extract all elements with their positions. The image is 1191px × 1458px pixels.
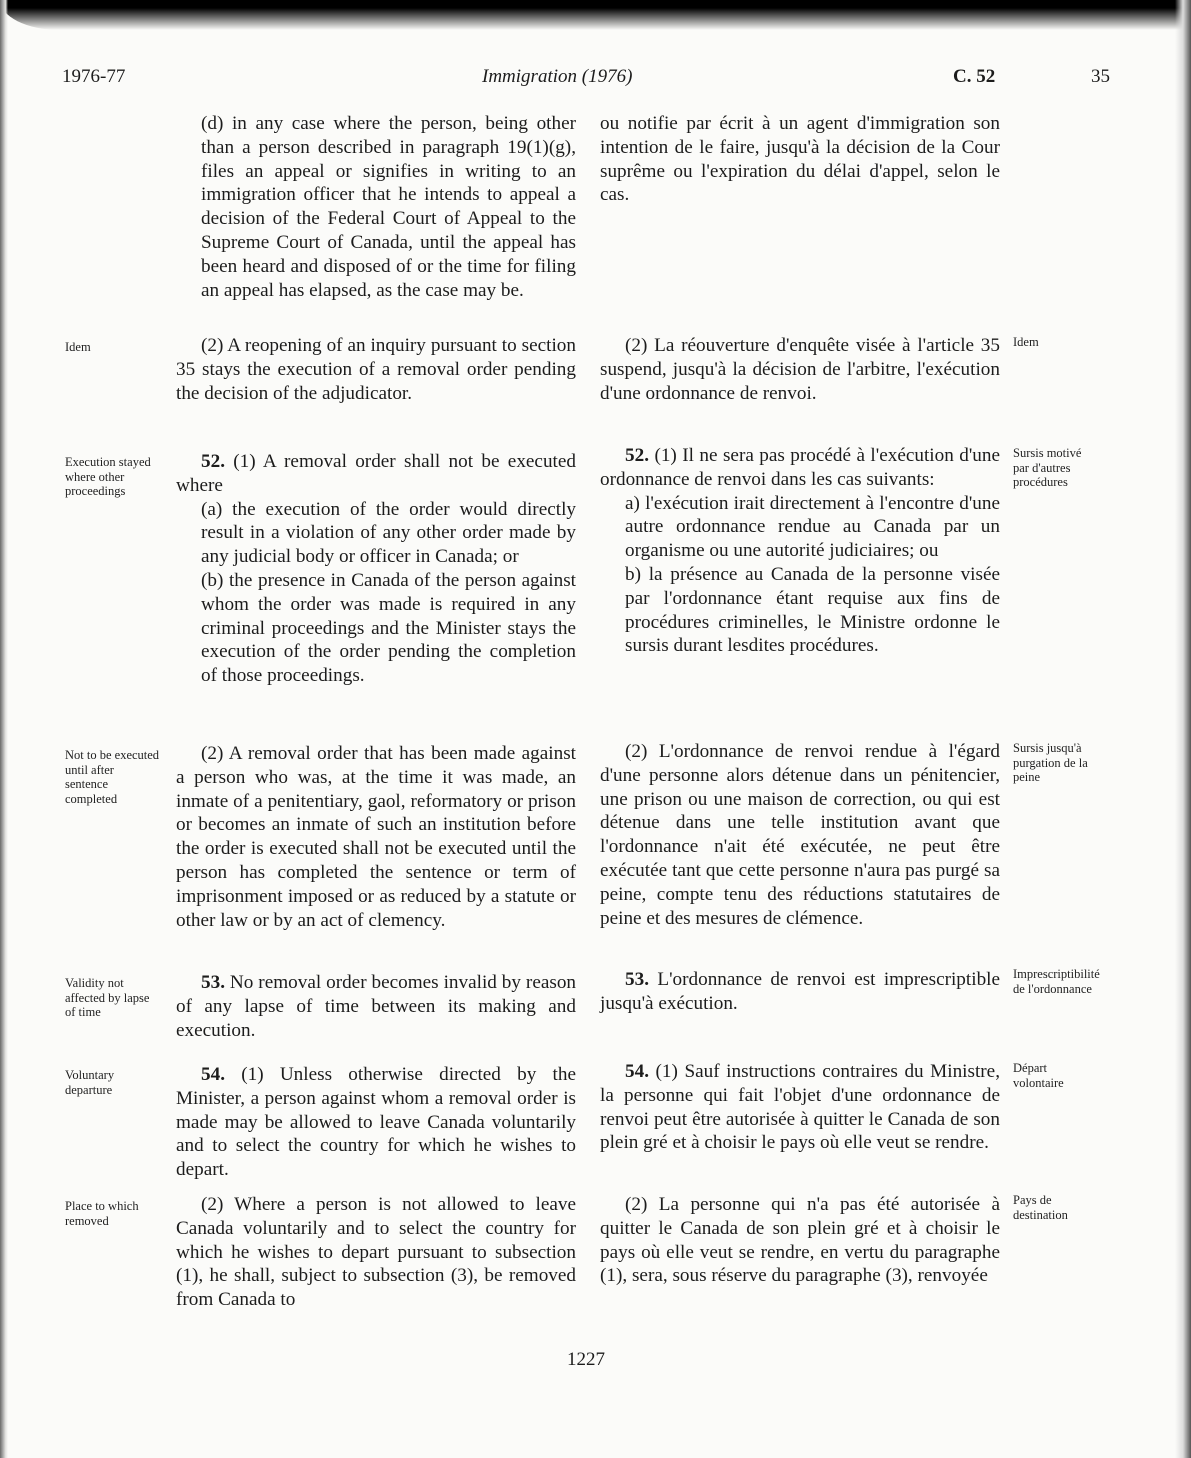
header-page-number: 35 xyxy=(1091,66,1110,87)
fr-subsection-51-2: (2) La réouverture d'enquête visée à l'article 35 suspend, jusqu'à la décision de l'arbitre, l'exécution d'une ordonnance de renvoi. xyxy=(600,335,1000,404)
en-subsection-52-2: (2) A removal order that has been made against a person who was, at the time it was made, an inmate of a penitentiary, gaol, reformatory or prison or becomes an inmate of such an institution before the order is executed shall not be executed until the person has completed the sentence or term of imprisonment imposed or as reduced by a statute or other law or by an act of clemency. xyxy=(176,743,576,931)
fr-subsection-54-2: (2) La personne qui n'a pas été autorisée à quitter le Canada de son plein gré et à choisir le pays où elle veut se rendre, en vertu du paragraphe (1), sera, sous réserve du paragraphe (3), renvoyée xyxy=(600,1194,1000,1287)
en-section-52-1 xyxy=(176,450,576,688)
header-chapter: C. 52 xyxy=(953,66,996,87)
fr-margin-note-depart-volontaire: Départ volontaire xyxy=(1013,1061,1064,1090)
fr-margin-note-sursis-purgation: Sursis jusqu'à purgation de la peine xyxy=(1013,741,1088,784)
fr-subsection-52-2: (2) L'ordonnance de renvoi rendue à l'égard d'une personne alors détenue dans un pénitencier, une prison ou une maison de correction, ou qui est détenue dans une telle institution avant que l'ordonnance n'ait été exécutée, ne peut être exécutée tant que cette personne n'aura pas purgé sa peine, compte tenu des réductions statutaires de peine et des mesures de clémence. xyxy=(600,741,1000,929)
header-year: 1976-77 xyxy=(62,66,126,87)
en-margin-note-place-removed: Place to which removed xyxy=(65,1199,139,1228)
fr-section-54-1-text: (1) Sauf instructions contraires du Ministre, la personne qui fait l'objet d'une ordonnance de renvoi peut être autorisée à quitter le Canada de son plein gré et à choisir le pays où elle veut se rendre. xyxy=(600,1061,1000,1154)
en-section-number: 53. xyxy=(201,972,225,993)
fr-para-51-1-d-cont: ou notifie par écrit à un agent d'immigration son intention de le faire, jusqu'à la décision de la Cour suprême ou l'expiration du délai d'appel, selon le cas. xyxy=(600,113,1000,206)
en-section-53 xyxy=(176,971,576,1042)
scan-right-edge xyxy=(1175,0,1191,1458)
en-margin-note-idem: Idem xyxy=(65,340,91,354)
en-section-52-1-text: (1) A removal order shall not be executed where xyxy=(176,451,576,496)
en-section-number: 52. xyxy=(201,451,225,472)
en-subsection-54-2: (2) Where a person is not allowed to leave Canada voluntarily and to select the country for which he wishes to depart pursuant to subsection (1), he shall, subject to subsection (3), be removed from Canada to xyxy=(176,1194,576,1311)
fr-section-number: 53. xyxy=(625,969,649,990)
en-margin-note-execution-stayed: Execution stayed where other proceedings xyxy=(65,455,151,498)
en-section-53-text: No removal order becomes invalid by reason of any lapse of time between its making and execution. xyxy=(176,972,577,1041)
fr-section-number: 52. xyxy=(625,445,649,466)
scan-top-shadow xyxy=(0,0,1191,30)
en-section-number: 54. xyxy=(201,1064,225,1085)
fr-section-53 xyxy=(600,968,1000,1016)
scan-left-edge xyxy=(0,0,8,1458)
fr-section-53-text: L'ordonnance de renvoi est imprescriptible jusqu'à exécution. xyxy=(600,969,1001,1014)
fr-margin-note-idem: Idem xyxy=(1013,335,1039,349)
en-subsection-51-2: (2) A reopening of an inquiry pursuant to section 35 stays the execution of a removal order pending the decision of the adjudicator. xyxy=(176,335,576,404)
en-para-52-1-a: (a) the execution of the order would directly result in a violation of any other order made by any judicial body or officer in Canada; or xyxy=(201,498,576,568)
footer-page-number: 1227 xyxy=(567,1349,605,1370)
fr-para-52-1-a: a) l'exécution irait directement à l'encontre d'une autre ordonnance rendue au Canada par un organisme ou une autorité judiciaires; ou xyxy=(625,492,1000,562)
fr-section-54-1 xyxy=(600,1060,1000,1155)
fr-section-number: 54. xyxy=(625,1061,649,1082)
fr-margin-note-sursis-motive: Sursis motivé par d'autres procédures xyxy=(1013,446,1082,489)
en-para-52-1-b: (b) the presence in Canada of the person against whom the order was made is required in any criminal proceedings and the Minister stays the execution of the order pending the completion of those proceedings. xyxy=(201,569,576,687)
fr-para-52-1-b: b) la présence au Canada de la personne visée par l'ordonnance étant requise aux fins de procédures criminelles, le Ministre ordonne le sursis durant lesdites procédures. xyxy=(625,563,1000,657)
fr-margin-note-pays-destination: Pays de destination xyxy=(1013,1193,1068,1222)
en-margin-note-not-executed-until: Not to be executed until after sentence completed xyxy=(65,748,160,806)
fr-section-52-1 xyxy=(600,444,1000,658)
en-margin-note-validity: Validity not affected by lapse of time xyxy=(65,976,150,1019)
fr-section-52-1-text: (1) Il ne sera pas procédé à l'exécution d'une ordonnance de renvoi dans les cas suivants: xyxy=(600,445,1000,490)
en-section-54-1-text: (1) Unless otherwise directed by the Minister, a person against whom a removal order is made may be allowed to leave Canada voluntarily and to select the country for which he wishes to depart. xyxy=(176,1064,576,1181)
en-margin-note-voluntary-departure: Voluntary departure xyxy=(65,1068,115,1097)
en-para-51-1-d: (d) in any case where the person, being other than a person described in paragraph 19(1)(g), files an appeal or signifies in writing to an immigration officer that he intends to appeal a decision of the Federal Court of Appeal to the Supreme Court of Canada, until the appeal has been heard and disposed of or the time for filing an appeal has elapsed, as the case may be. xyxy=(201,113,576,301)
fr-margin-note-imprescriptibilite: Imprescriptibilité de l'ordonnance xyxy=(1013,967,1100,996)
en-section-54-1 xyxy=(176,1063,576,1182)
header-title: Immigration (1976) xyxy=(482,66,633,87)
